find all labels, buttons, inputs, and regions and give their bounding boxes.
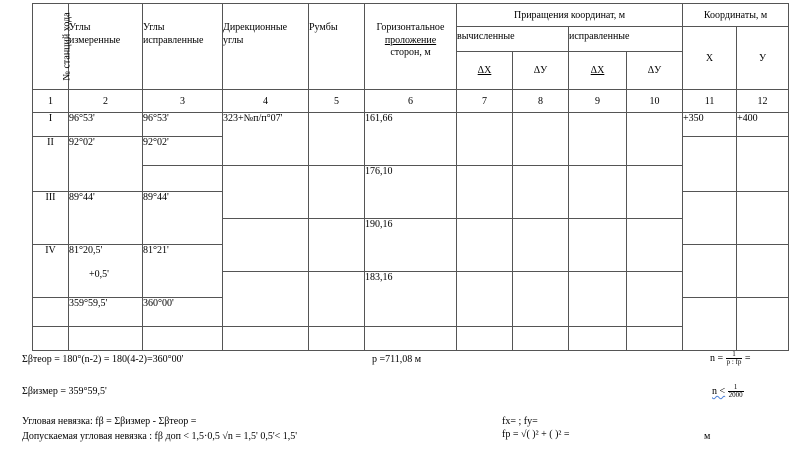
measured-sum: 359°59,5': [69, 298, 143, 327]
inc-cell: [569, 219, 627, 272]
rhumb-cell: [309, 113, 365, 166]
n-fraction: [726, 351, 743, 366]
inc-cell: [513, 113, 569, 166]
header-corrected-increments: исправленные: [569, 27, 683, 52]
n-limit-top: 1: [728, 384, 744, 392]
inc-cell: [627, 166, 683, 219]
distance-cell: [365, 327, 457, 351]
col-number: 3: [143, 90, 223, 113]
header-rhumbs: Румбы: [309, 4, 365, 90]
n-formula: [710, 351, 751, 366]
angle-correction: +0,5': [89, 269, 109, 280]
inc-cell: [457, 113, 513, 166]
corrected-sum: 360°00': [143, 298, 223, 327]
n-tail: =: [742, 352, 751, 364]
col-number: 10: [627, 90, 683, 113]
header-calc-dy: ΔУ: [513, 52, 569, 90]
header-corr-dx: ΔX: [569, 52, 627, 90]
measured-angle: [69, 327, 143, 351]
header-measured: Углы измеренные: [69, 4, 143, 90]
rhumb-cell: [309, 272, 365, 327]
distance-cell: 183,16: [365, 272, 457, 327]
header-directional: Дирекционные углы: [223, 4, 309, 90]
distance-cell: 190,16: [365, 219, 457, 272]
inc-cell: [627, 219, 683, 272]
inc-cell: [627, 113, 683, 166]
n-limit-fraction: [728, 384, 744, 399]
inc-cell: [569, 166, 627, 219]
inc-cell: [513, 327, 569, 351]
directional-angle: [223, 219, 309, 272]
header-row-1: [33, 4, 789, 27]
coord-x-cell: [683, 192, 737, 245]
col-number: 12: [737, 90, 789, 113]
col-number: 1: [33, 90, 69, 113]
inc-cell: [513, 219, 569, 272]
fx-fy: fx= ; fy=: [502, 416, 538, 427]
inc-cell: [457, 327, 513, 351]
inc-cell: [457, 166, 513, 219]
table-row: [33, 113, 789, 137]
header-corr-dy: ΔУ: [627, 52, 683, 90]
col-number: 4: [223, 90, 309, 113]
measured-angle: [69, 245, 143, 298]
directional-angle: [223, 166, 309, 219]
corrected-angle: 81°21': [143, 245, 223, 298]
inc-cell: [569, 272, 627, 327]
n-frac-bottom: p : fp: [726, 358, 742, 366]
measured-angle: 96°53': [69, 113, 143, 137]
sum-measured: Σβизмер = 359°59,5': [22, 386, 107, 397]
coord-x-cell: [683, 298, 737, 351]
distance-cell: 176,10: [365, 166, 457, 219]
coord-y-cell: [737, 192, 789, 245]
header-y: У: [737, 27, 789, 90]
n-limit: [712, 384, 744, 399]
coord-x-cell: +350: [683, 113, 737, 137]
col-number: 2: [69, 90, 143, 113]
station-cell: III: [33, 192, 69, 245]
col-number: 9: [569, 90, 627, 113]
directional-angle: [223, 327, 309, 351]
inc-cell: [569, 327, 627, 351]
rhumb-cell: [309, 166, 365, 219]
corrected-angle: 92°02': [143, 137, 223, 166]
measured-angle: 92°02': [69, 137, 143, 192]
rhumb-cell: [309, 219, 365, 272]
inc-cell: [627, 272, 683, 327]
n-frac-top: 1: [726, 351, 743, 359]
col-number: 5: [309, 90, 365, 113]
corrected-angle: [143, 327, 223, 351]
header-station: № станций хода: [33, 4, 69, 90]
fp-unit: м: [704, 431, 711, 442]
table-row: [33, 166, 789, 192]
corrected-angle: 89°44': [143, 192, 223, 245]
coord-x-cell: [683, 245, 737, 298]
directional-angle: [223, 272, 309, 327]
perimeter: р =711,08 м: [372, 354, 422, 365]
station-cell: I: [33, 113, 69, 137]
header-calc-dx: ΔX: [457, 52, 513, 90]
n-limit-label: n <: [712, 385, 726, 397]
col-number: 11: [683, 90, 737, 113]
column-number-row: [33, 90, 789, 113]
n-limit-bottom: 2000: [728, 391, 743, 399]
coord-y-cell: [737, 245, 789, 298]
n-label: n =: [710, 352, 726, 364]
col-number: 8: [513, 90, 569, 113]
header-x: X: [683, 27, 737, 90]
header-horizontal: Горизонтальное проложение сторон, м: [365, 4, 457, 90]
corrected-angle: 96°53': [143, 113, 223, 137]
distance-cell: 161,66: [365, 113, 457, 166]
col-number: 6: [365, 90, 457, 113]
station-cell: [33, 298, 69, 327]
header-coordinates: Координаты, м: [683, 4, 789, 27]
table-row: [33, 327, 789, 351]
measured-angle-value: 81°20,5': [69, 245, 103, 256]
inc-cell: [569, 113, 627, 166]
survey-table: [32, 3, 789, 351]
header-calculated: вычисленные: [457, 27, 569, 52]
station-cell: [33, 327, 69, 351]
inc-cell: [627, 327, 683, 351]
inc-cell: [513, 272, 569, 327]
coord-y-cell: [737, 298, 789, 351]
fp-formula: fр = √( )² + ( )² =: [502, 429, 570, 440]
coord-y-cell: [737, 137, 789, 192]
col-number: 7: [457, 90, 513, 113]
coord-y-cell: +400: [737, 113, 789, 137]
sum-theoretical: Σβтеор = 180°(n-2) = 180(4-2)=360°00': [22, 354, 184, 365]
angular-misclosure: Угловая невязка: fβ = Σβизмер - Σβтеор =: [22, 416, 197, 427]
rhumb-cell: [309, 327, 365, 351]
inc-cell: [457, 272, 513, 327]
directional-angle: 323+№п/п°07': [223, 113, 309, 166]
header-corrected: Углы исправленные: [143, 4, 223, 90]
allowable-misclosure: Допускаемая угловая невязка : fβ доп < 1,5·0,5 √n = 1,5' 0,5'< 1,5': [22, 431, 298, 442]
station-cell: IV: [33, 245, 69, 298]
station-cell: II: [33, 137, 69, 192]
corrected-angle: [143, 166, 223, 192]
coord-x-cell: [683, 137, 737, 192]
inc-cell: [457, 219, 513, 272]
measured-angle: 89°44': [69, 192, 143, 245]
header-increments: Приращения координат, м: [457, 4, 683, 27]
inc-cell: [513, 166, 569, 219]
